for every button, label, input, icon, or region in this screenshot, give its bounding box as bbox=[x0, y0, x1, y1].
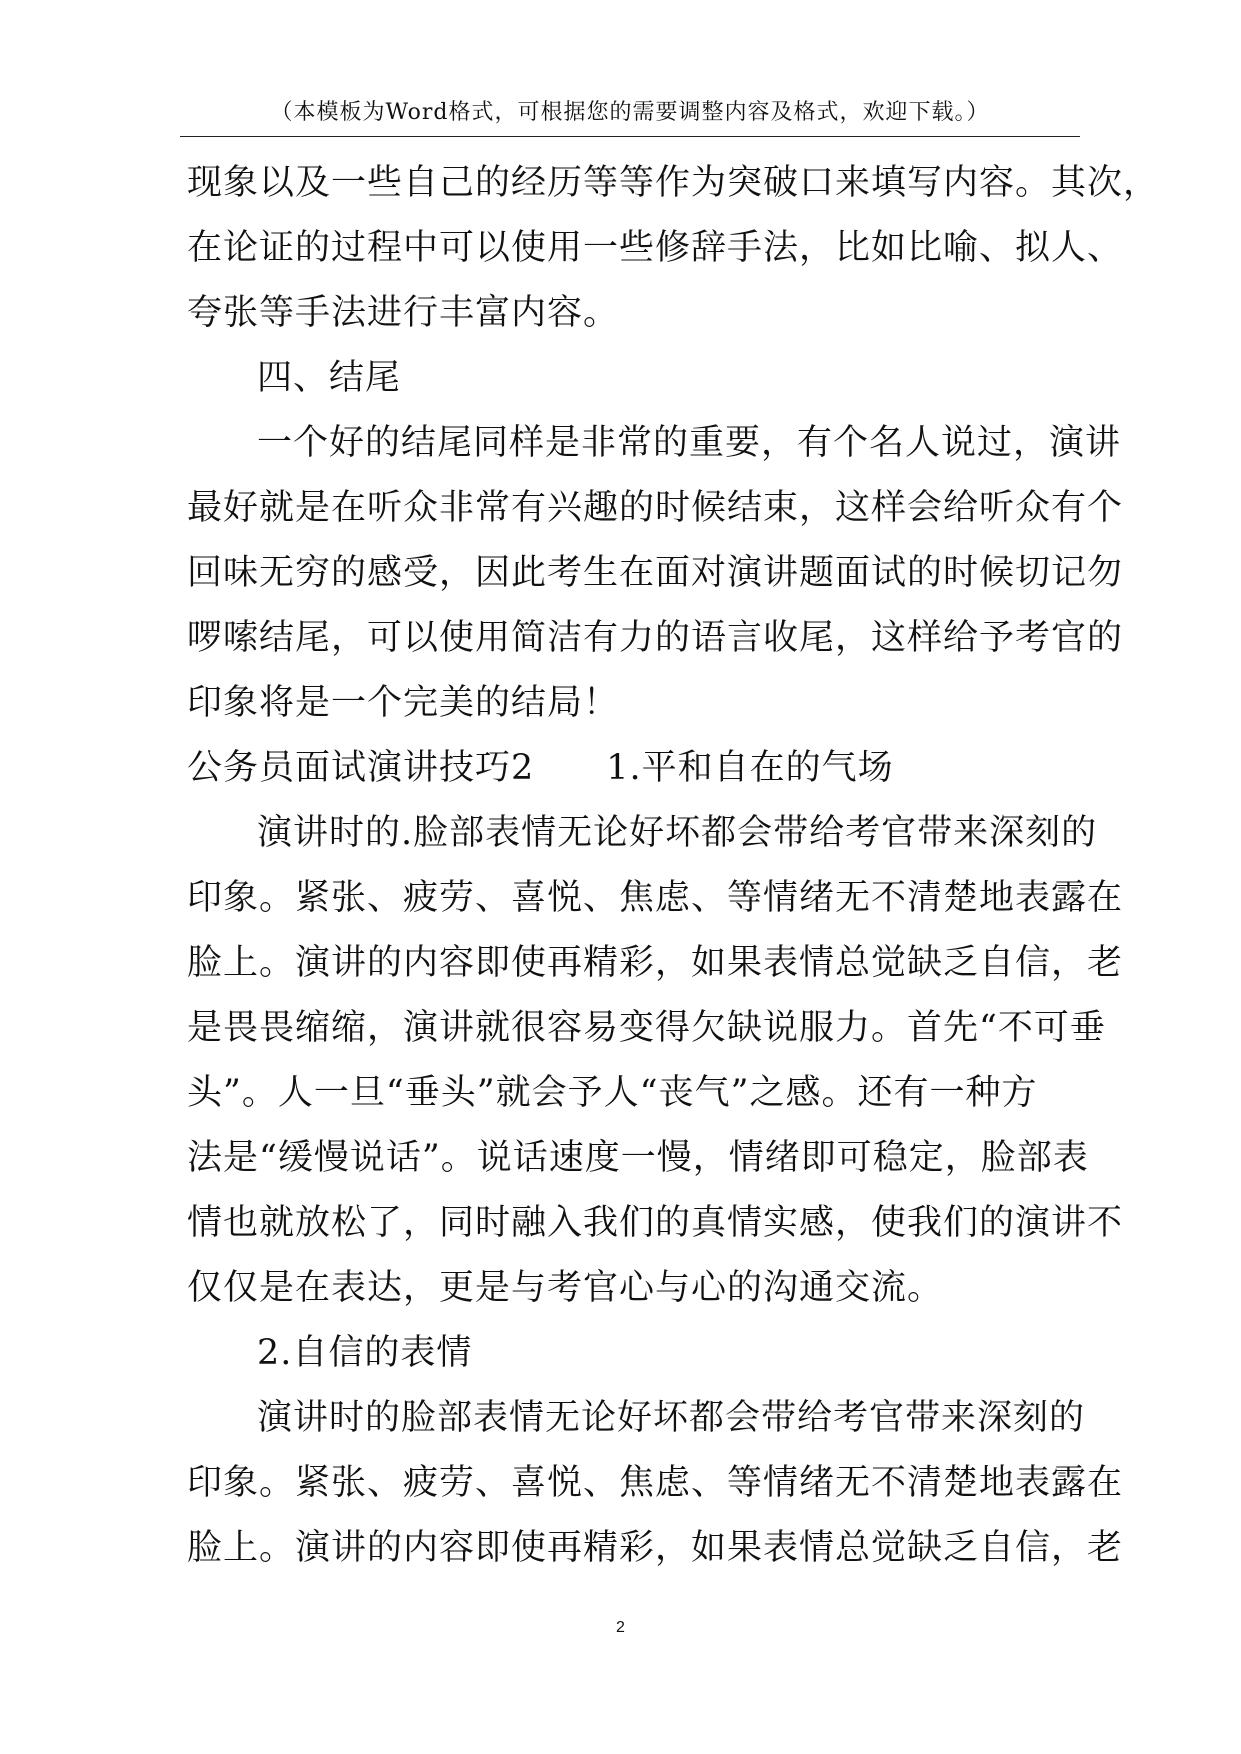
body-line: 脸上。演讲的内容即使再精彩，如果表情总觉缺乏自信，老 bbox=[187, 1528, 1124, 1568]
body-line: 一个好的结尾同样是非常的重要，有个名人说过，演讲 bbox=[257, 423, 1122, 463]
header-rule bbox=[180, 136, 1080, 137]
body-line: 现象以及一些自己的经历等等作为突破口来填写内容。其次， bbox=[187, 163, 1160, 203]
article-heading: 公务员面试演讲技巧2 1.平和自在的气场 bbox=[187, 748, 894, 788]
body-line: 最好就是在听众非常有兴趣的时候结束，这样会给听众有个 bbox=[187, 488, 1124, 528]
body-line: 回味无穷的感受，因此考生在面对演讲题面试的时候切记勿 bbox=[187, 553, 1124, 593]
header-note: （本模板为Word格式，可根据您的需要调整内容及格式，欢迎下载。） bbox=[270, 100, 990, 125]
body-line: 情也就放松了，同时融入我们的真情实感，使我们的演讲不 bbox=[187, 1203, 1124, 1243]
body-line: 印象。紧张、疲劳、喜悦、焦虑、等情绪无不清楚地表露在 bbox=[187, 878, 1124, 918]
body-line: 是畏畏缩缩，演讲就很容易变得欠缺说服力。首先“不可垂 bbox=[187, 1008, 1106, 1048]
section-heading: 2.自信的表情 bbox=[257, 1333, 473, 1373]
body-line: 脸上。演讲的内容即使再精彩，如果表情总觉缺乏自信，老 bbox=[187, 943, 1124, 983]
body-line: 演讲时的脸部表情无论好坏都会带给考官带来深刻的 bbox=[257, 1398, 1086, 1438]
body-line: 印象将是一个完美的结局！ bbox=[187, 683, 620, 723]
section-heading: 四、结尾 bbox=[257, 358, 402, 398]
body-line: 夸张等手法进行丰富内容。 bbox=[187, 293, 620, 333]
body-line: 印象。紧张、疲劳、喜悦、焦虑、等情绪无不清楚地表露在 bbox=[187, 1463, 1124, 1503]
body-line: 头”。人一旦“垂头”就会予人“丧气”之感。还有一种方 bbox=[187, 1073, 1038, 1113]
body-line: 演讲时的.脸部表情无论好坏都会带给考官带来深刻的 bbox=[257, 813, 1098, 853]
body-line: 在论证的过程中可以使用一些修辞手法，比如比喻、拟人、 bbox=[187, 228, 1124, 268]
page-number: 2 bbox=[616, 1619, 625, 1636]
body-line: 啰嗦结尾，可以使用简洁有力的语言收尾，这样给予考官的 bbox=[187, 618, 1124, 658]
body-line: 法是“缓慢说话”。说话速度一慢，情绪即可稳定，脸部表 bbox=[187, 1138, 1089, 1178]
body-line: 仅仅是在表达，更是与考官心与心的沟通交流。 bbox=[187, 1268, 944, 1308]
